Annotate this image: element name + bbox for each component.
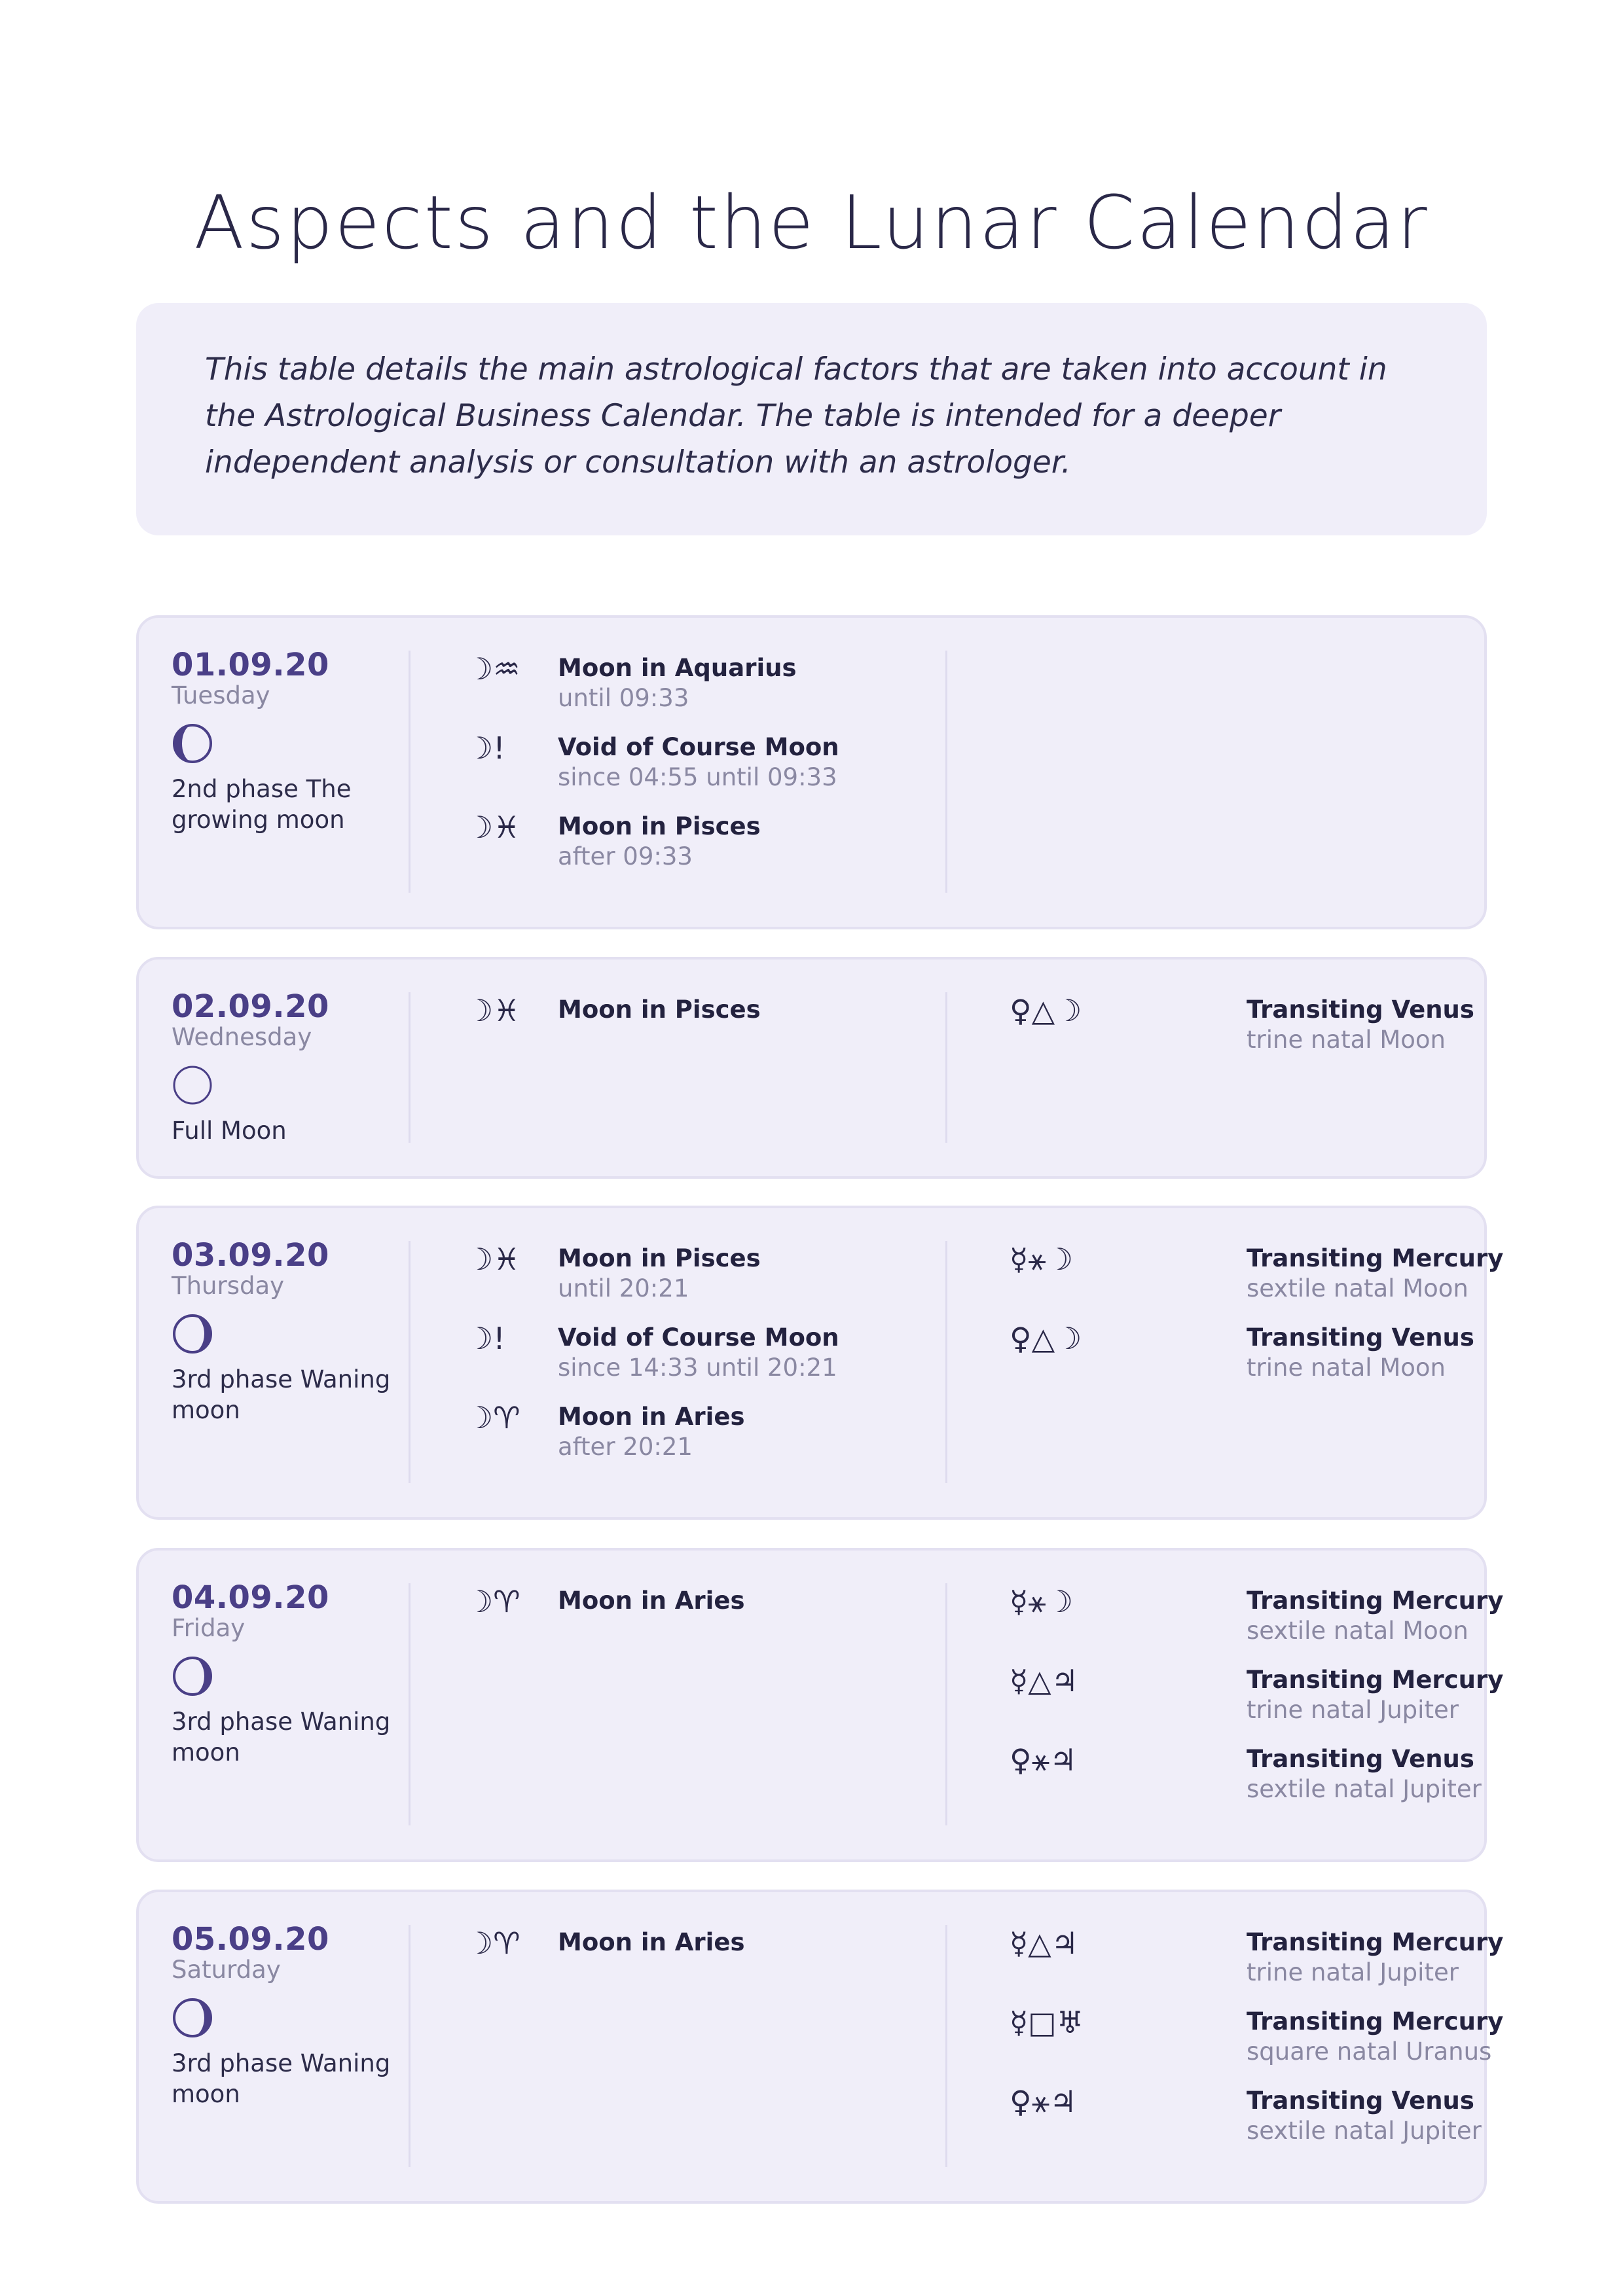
moon-pisces-icon: ☽♓: [466, 993, 520, 1028]
moon-event: [466, 1401, 924, 1480]
moon-phase: 3rd phase Waning moon: [172, 1365, 391, 1424]
column-divider: [409, 1925, 410, 2167]
event-title: Moon in Pisces: [558, 812, 761, 840]
date: 04.09.20: [172, 1579, 329, 1616]
mercury-sextile-moon-icon: ☿⚹☽: [1010, 1584, 1074, 1619]
day-card: [136, 1206, 1504, 1520]
mercury-square-uranus-icon: ☿□♅: [1010, 2005, 1084, 2040]
moon-phase: 3rd phase Waning moon: [172, 1708, 391, 1767]
event-title: Transiting Mercury: [1247, 1666, 1504, 1694]
moon-aquarius-icon: ☽♒: [466, 651, 520, 687]
event-title: Void of Course Moon: [558, 733, 839, 761]
column-divider: [945, 651, 947, 893]
column-divider: [945, 1241, 947, 1483]
moon-event: [466, 1321, 924, 1401]
date-column: [172, 1237, 394, 1426]
weekday: Wednesday: [172, 1023, 312, 1051]
event-detail: until 20:21: [558, 1274, 689, 1302]
date: 05.09.20: [172, 1921, 329, 1958]
aspect-event: [1002, 1584, 1504, 1664]
moon-pisces-icon: ☽♓: [466, 810, 520, 845]
event-detail: sextile natal Moon: [1247, 1274, 1468, 1302]
moon-events: [466, 994, 924, 1073]
waning-moon-icon: [172, 1655, 213, 1697]
event-detail: after 20:21: [558, 1433, 693, 1461]
waxing-crescent-moon-icon: [172, 723, 213, 764]
moon-event: [466, 810, 924, 889]
event-title: Transiting Mercury: [1247, 1587, 1504, 1615]
moon-phase: 2nd phase The growing moon: [172, 775, 352, 834]
event-title: Moon in Aries: [558, 1403, 745, 1431]
event-detail: trine natal Moon: [1247, 1354, 1446, 1382]
date-column: [172, 988, 394, 1146]
void-of-course-moon-icon: ☽!: [466, 730, 505, 766]
moon-event: [466, 1242, 924, 1321]
event-detail: since 04:55 until 09:33: [558, 763, 837, 791]
moon-events: [466, 652, 924, 889]
column-divider: [945, 992, 947, 1143]
moon-event: [466, 731, 924, 810]
aspect-event: [1002, 2005, 1504, 2085]
venus-trine-moon-icon: ♀△☽: [1010, 993, 1082, 1028]
date-column: [172, 1579, 394, 1768]
date: 01.09.20: [172, 647, 329, 683]
weekday: Saturday: [172, 1956, 281, 1984]
aspect-event: [1002, 1663, 1504, 1743]
waning-moon-icon: [172, 1997, 213, 2039]
moon-event: [466, 1585, 924, 1664]
event-title: Transiting Venus: [1247, 1323, 1474, 1352]
event-title: Moon in Aquarius: [558, 654, 797, 682]
moon-phase: 3rd phase Waning moon: [172, 2049, 391, 2108]
moon-events: [466, 1585, 924, 1664]
weekday: Tuesday: [172, 681, 270, 709]
event-title: Transiting Mercury: [1247, 1928, 1504, 1956]
event-detail: sextile natal Jupiter: [1247, 2117, 1482, 2145]
event-title: Void of Course Moon: [558, 1323, 839, 1352]
aspect-event: [1002, 1242, 1504, 1321]
event-detail: since 14:33 until 20:21: [558, 1354, 837, 1382]
mercury-trine-jupiter-icon: ☿△♃: [1010, 1926, 1078, 1961]
column-divider: [945, 1925, 947, 2167]
moon-pisces-icon: ☽♓: [466, 1242, 520, 1277]
void-of-course-moon-icon: ☽!: [466, 1321, 505, 1356]
waning-moon-icon: [172, 1313, 213, 1355]
event-title: Transiting Venus: [1247, 2087, 1474, 2115]
date-column: [172, 647, 394, 835]
venus-trine-moon-icon: ♀△☽: [1010, 1321, 1082, 1356]
venus-sextile-jupiter-icon: ♀⚹♃: [1010, 2084, 1077, 2119]
moon-events: [466, 1926, 924, 2005]
intro-box: [136, 303, 1487, 535]
moon-event: [466, 1926, 924, 2005]
event-title: Transiting Venus: [1247, 996, 1474, 1024]
aspect-events: [1002, 1926, 1504, 2164]
aspect-event: [1002, 1321, 1474, 1401]
event-title: Transiting Mercury: [1247, 2007, 1504, 2036]
event-detail: until 09:33: [558, 684, 689, 712]
event-detail: trine natal Jupiter: [1247, 1958, 1459, 1986]
event-detail: trine natal Jupiter: [1247, 1696, 1459, 1724]
moon-aries-icon: ☽♈: [466, 1584, 520, 1619]
aspect-event: [1002, 2084, 1482, 2164]
column-divider: [945, 1583, 947, 1825]
aspect-events: [1002, 1584, 1504, 1822]
column-divider: [409, 1241, 410, 1483]
aspect-event: [1002, 993, 1474, 1073]
mercury-sextile-moon-icon: ☿⚹☽: [1010, 1242, 1074, 1277]
date: 02.09.20: [172, 988, 329, 1025]
mercury-trine-jupiter-icon: ☿△♃: [1010, 1663, 1078, 1698]
event-title: Transiting Mercury: [1247, 1244, 1504, 1272]
event-detail: trine natal Moon: [1247, 1026, 1446, 1054]
column-divider: [409, 1583, 410, 1825]
weekday: Friday: [172, 1614, 246, 1642]
moon-aries-icon: ☽♈: [466, 1400, 520, 1435]
event-detail: sextile natal Jupiter: [1247, 1775, 1482, 1803]
full-moon-icon: [172, 1064, 213, 1106]
event-title: Moon in Aries: [558, 1587, 745, 1615]
event-detail: after 09:33: [558, 842, 693, 870]
event-title: Transiting Venus: [1247, 1745, 1474, 1773]
column-divider: [409, 992, 410, 1143]
event-title: Moon in Aries: [558, 1928, 745, 1956]
moon-event: [466, 994, 924, 1073]
event-title: Moon in Pisces: [558, 1244, 761, 1272]
event-detail: square natal Uranus: [1247, 2037, 1492, 2066]
moon-events: [466, 1242, 924, 1480]
aspect-events: [1002, 1242, 1504, 1401]
day-card: [136, 1890, 1504, 2204]
venus-sextile-jupiter-icon: ♀⚹♃: [1010, 1742, 1077, 1778]
day-card: [136, 615, 1487, 929]
column-divider: [409, 651, 410, 893]
weekday: Thursday: [172, 1272, 285, 1300]
intro-text: This table details the main astrological factors that are taken into account in the Astrological Business Calendar. The table is intended for a deeper independent analysis or consultation with an astrologer.: [205, 351, 1387, 480]
event-title: Moon in Pisces: [558, 996, 761, 1024]
event-detail: sextile natal Moon: [1247, 1617, 1468, 1645]
day-card: [136, 957, 1487, 1179]
page-title: Aspects and the Lunar Calendar: [194, 181, 1429, 266]
aspect-events: [1002, 993, 1474, 1073]
date-column: [172, 1921, 394, 2109]
day-card: [136, 1548, 1504, 1862]
aspect-event: [1002, 1926, 1504, 2005]
moon-aries-icon: ☽♈: [466, 1926, 520, 1961]
moon-event: [466, 652, 924, 731]
aspect-event: [1002, 1742, 1482, 1822]
date: 03.09.20: [172, 1237, 329, 1274]
moon-phase: Full Moon: [172, 1117, 287, 1145]
